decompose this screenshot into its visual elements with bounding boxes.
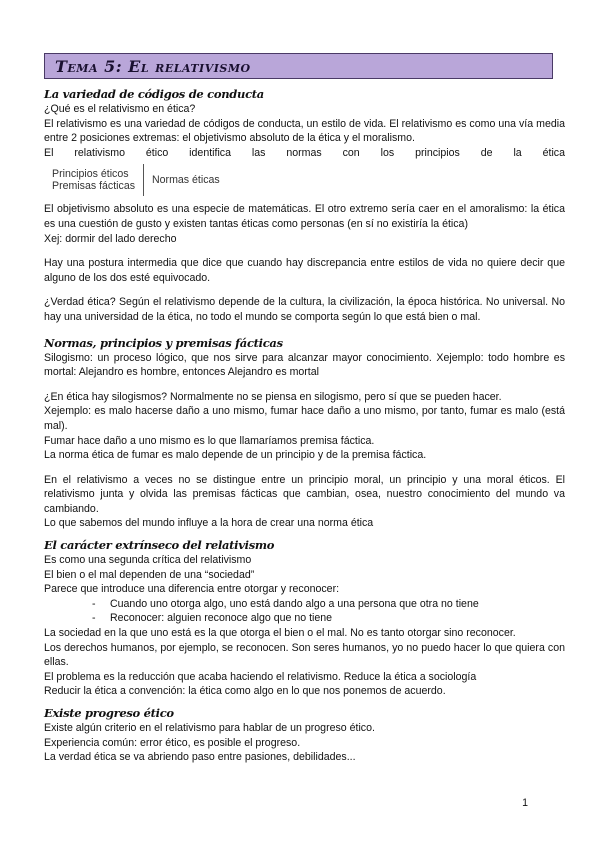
paragraph: Parece que introduce una diferencia entre otorgar y reconocer: (44, 583, 340, 596)
paragraph: ¿En ética hay silogismos? Normalmente no se piensa en silogismo, pero sí que se pueden hacer. (44, 390, 502, 403)
page-title: Tema 5: El relativismo (55, 57, 251, 76)
table-cell: Normas éticas (152, 174, 220, 187)
paragraph: La norma ética de fumar es malo depende de un principio y de la premisa fáctica. (44, 449, 427, 462)
paragraph: Existe algún criterio en el relativismo para hablar de un progreso ético. (44, 722, 375, 734)
paragraph: La verdad ética se va abriendo paso entre pasiones, debilidades... (44, 751, 356, 764)
section-heading: Normas, principios y premisas fácticas (44, 335, 283, 350)
paragraph: Reducir la ética a convención: la ética como algo en lo que nos ponemos de acuerdo. (44, 685, 446, 698)
section-heading: El carácter extrínseco del relativismo (44, 538, 275, 553)
paragraph: Hay una postura intermedia que dice que cuando hay discrepancia entre estilos de vida no quiere decir que alguno de los dos esté equivocado. (44, 257, 565, 284)
paragraph: El bien o el mal dependen de una “sociedad” (44, 568, 255, 581)
paragraph: El problema es la reducción que acaba haciendo el relativismo. Reduce la ética a sociología (44, 670, 477, 683)
table-cell: Premisas fácticas (52, 180, 136, 193)
list-item: - Reconocer: alguien reconoce algo que no tiene (92, 612, 333, 625)
document-content (44, 86, 565, 765)
table-left-column (52, 164, 144, 196)
paragraph: Fumar hace daño a uno mismo es lo que llamaríamos premisa fáctica. (44, 434, 375, 447)
paragraph: En el relativismo a veces no se distingue entre un principio moral, un principio y una moral éticos. El relativismo junta y olvida las premisas fácticas que cambian, osea, nuestro conocimiento del mundo va cambiando. (44, 473, 565, 515)
section-heading: La variedad de códigos de conducta (44, 87, 264, 101)
paragraph: Xejemplo: es malo hacerse daño a uno mismo, fumar hace daño a uno mismo, por tanto, fumar es malo (está mal). (44, 405, 565, 432)
paragraph: Los derechos humanos, por ejemplo, se reconocen. Son seres humanos, yo no puedo hacer lo que quiera con ellas. (44, 641, 565, 669)
title-banner (44, 53, 553, 79)
list-item: - Cuando uno otorga algo, uno está dando algo a una persona que otra no tiene (92, 597, 479, 610)
paragraph: El relativismo ético identifica las normas con los principios de la ética (44, 146, 565, 159)
table-cell: Principios éticos (52, 168, 129, 181)
paragraph: Lo que sabemos del mundo influye a la hora de crear una norma ética (44, 517, 374, 530)
paragraph: Experiencia común: error ético, es posible el progreso. (44, 736, 301, 749)
paragraph: Silogismo: un proceso lógico, que nos sirve para alcanzar mayor conocimiento. Xejemplo: todo hombre es mortal: Alejandro es hombre, entonces Alejandro es mortal (44, 351, 565, 379)
section-heading: Existe progreso ético (44, 706, 174, 720)
paragraph: ¿Qué es el relativismo en ética? (44, 103, 196, 115)
paragraph: El relativismo es una variedad de códigos de conducta, un estilo de vida. El relativismo es como una vía media entre 2 posiciones extremas: el objetivismo absoluto de la ética y el moralismo. (44, 117, 565, 145)
norms-table (52, 164, 565, 196)
page-number: 1 (522, 797, 528, 809)
paragraph: ¿Verdad ética? Según el relativismo depende de la cultura, la civilización, la época histórica. No universal. No hay una universidad de la ética, no todo el mundo se comporta según lo que está bien o mal. (44, 296, 565, 323)
paragraph: Es como una segunda crítica del relativismo (44, 554, 252, 567)
paragraph: El objetivismo absoluto es una especie de matemáticas. El otro extremo sería caer en el amoralismo: la ética es una cuestión de gusto y existen tantas éticas como personas (en sí no existiría la ética) (44, 203, 565, 230)
paragraph: La sociedad en la que uno está es la que otorga el bien o el mal. No es tanto otorgar sino reconocer. (44, 627, 516, 640)
paragraph: Xej: dormir del lado derecho (44, 232, 177, 245)
